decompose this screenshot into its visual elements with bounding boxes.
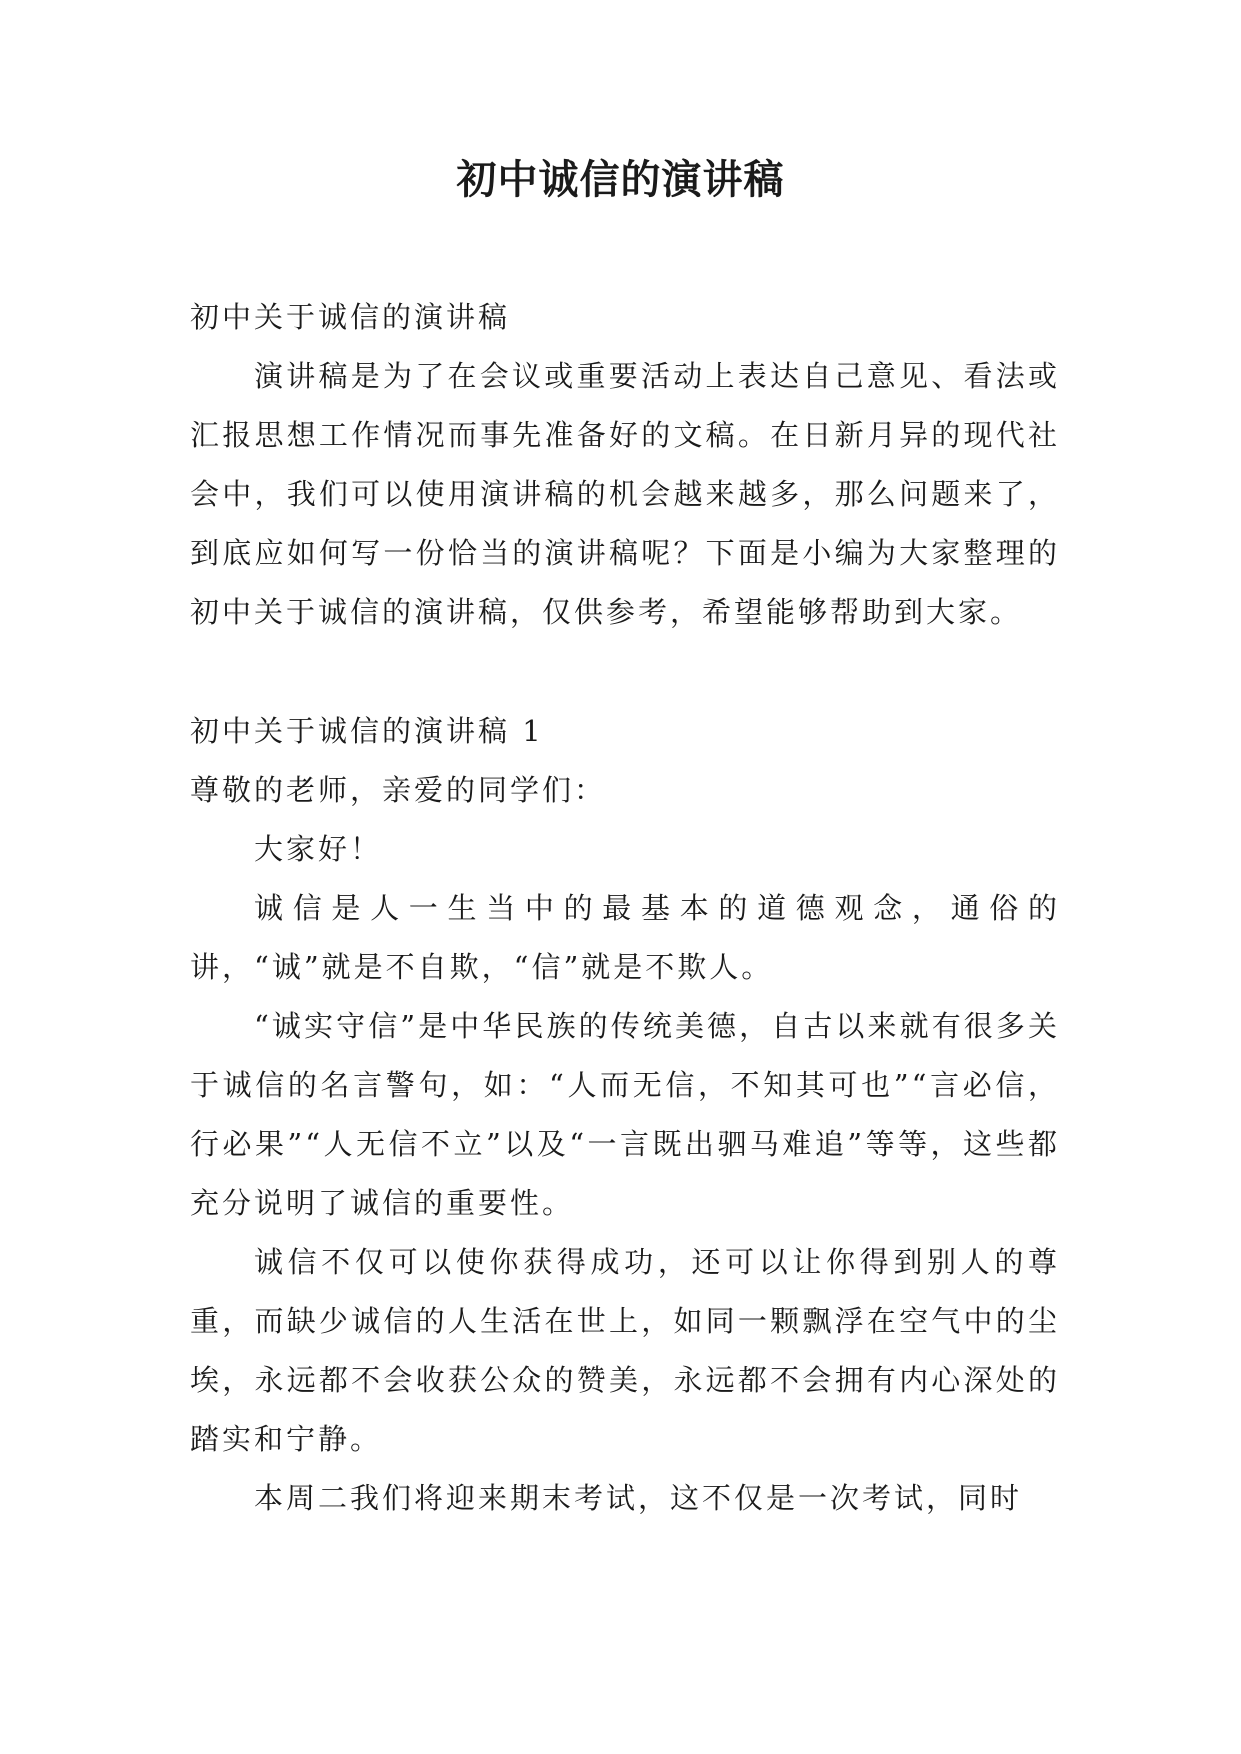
spacer (190, 642, 1060, 702)
body-paragraph: “诚实守信”是中华民族的传统美德，自古以来就有很多关于诚信的名言警句，如：“人而无信，不知其可也”“言必信，行必果”“人无信不立”以及“一言既出驷马难追”等等，这些都充分说明了诚信的重要性。 (190, 1009, 1060, 1220)
intro-paragraph: 演讲稿是为了在会议或重要活动上表达自己意见、看法或汇报思想工作情况而事先准备好的文稿。在日新月异的现代社会中，我们可以使用演讲稿的机会越来越多，那么问题来了，到底应如何写一份恰当的演讲稿呢？下面是小编为大家整理的初中关于诚信的演讲稿，仅供参考，希望能够帮助到大家。 (190, 359, 1060, 629)
greeting: 大家好！ (254, 832, 383, 866)
salutation: 尊敬的老师，亲爱的同学们： (190, 773, 607, 807)
section-heading: 初中关于诚信的演讲稿 (190, 300, 511, 334)
speech-heading: 初中关于诚信的演讲稿 1 (190, 714, 544, 748)
document-body (190, 288, 1060, 1528)
body-paragraph: 本周二我们将迎来期末考试，这不仅是一次考试，同时 (254, 1481, 1023, 1515)
body-paragraph: 诚信不仅可以使你获得成功，还可以让你得到别人的尊重，而缺少诚信的人生活在世上，如同一颗飘浮在空气中的尘埃，永远都不会收获公众的赞美，永远都不会拥有内心深处的踏实和宁静。 (190, 1245, 1060, 1456)
body-paragraph: 诚信是人一生当中的最基本的道德观念，通俗的讲，“诚”就是不自欺，“信”就是不欺人。 (190, 891, 1060, 984)
document-title: 初中诚信的演讲稿 (456, 157, 785, 203)
